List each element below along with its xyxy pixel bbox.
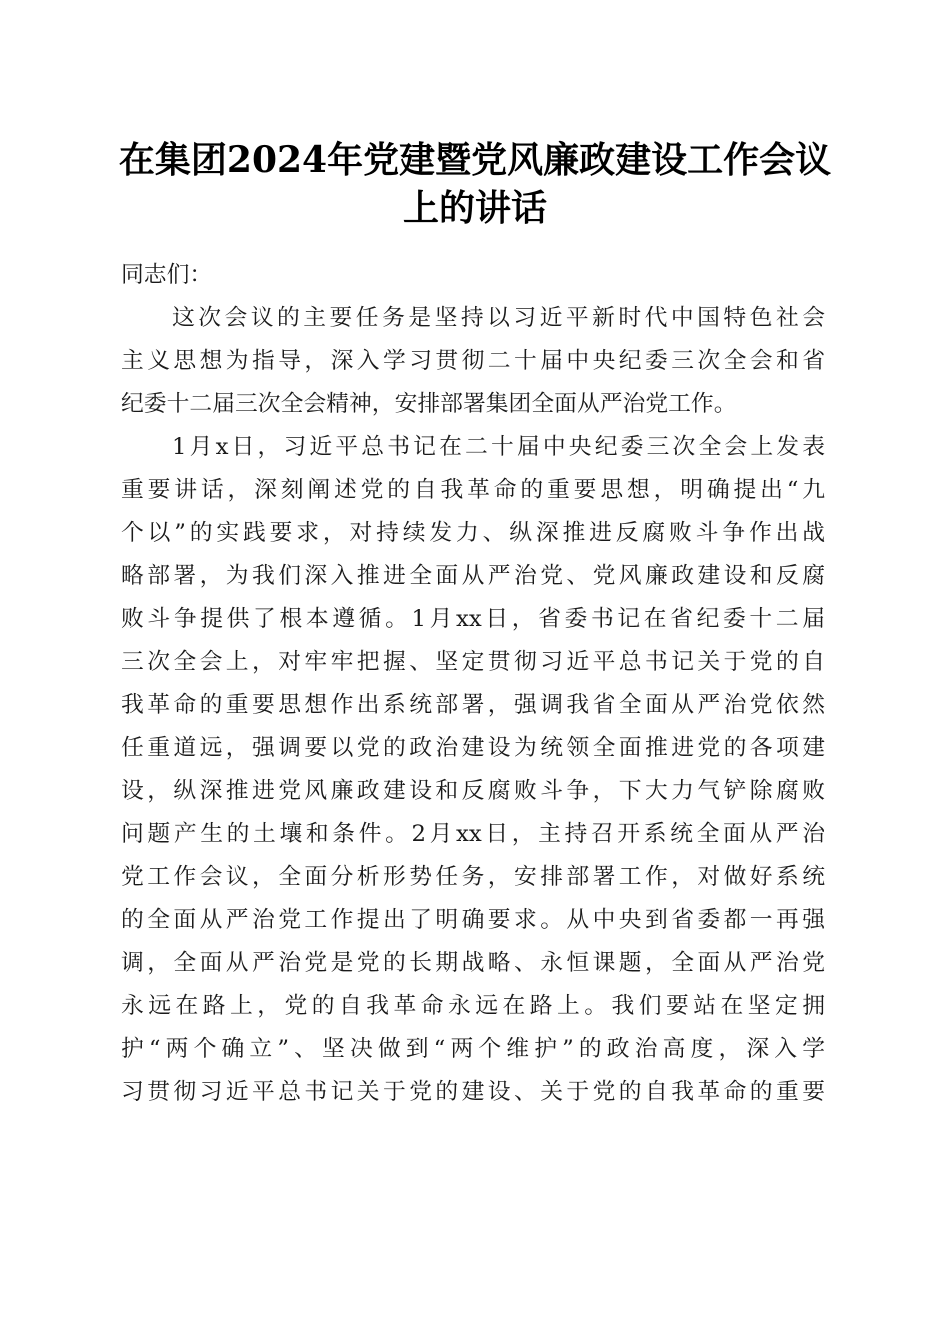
paragraph-line: 调，全面从严治党是党的长期战略、永恒课题，全面从严治党 xyxy=(121,950,825,976)
paragraph-line: 重要讲话，深刻阐述党的自我革命的重要思想，明确提出“九 xyxy=(121,477,825,503)
paragraph-line: 败斗争提供了根本遵循。1月xx日，省委书记在省纪委十二届 xyxy=(121,606,825,632)
paragraph-line: 问题产生的土壤和条件。2月xx日，主持召开系统全面从严治 xyxy=(121,821,825,847)
document-title xyxy=(110,136,840,232)
paragraph-line: 护“两个确立”、坚决做到“两个维护”的政治高度，深入学 xyxy=(121,1036,825,1062)
paragraph-line: 我革命的重要思想作出系统部署，强调我省全面从严治党依然 xyxy=(121,692,825,718)
salutation: 同志们： xyxy=(121,262,213,288)
paragraph-line: 纪委十二届三次全会精神，安排部署集团全面从严治党工作。 xyxy=(121,391,737,417)
paragraph-line: 三次全会上，对牢牢把握、坚定贯彻习近平总书记关于党的自 xyxy=(121,649,825,675)
title-line-1: 在集团2024年党建暨党风廉政建设工作会议 xyxy=(118,139,832,181)
paragraph-line: 这次会议的主要任务是坚持以习近平新时代中国特色社会 xyxy=(172,305,825,331)
paragraph-line: 任重道远，强调要以党的政治建设为统领全面推进党的各项建 xyxy=(121,735,825,761)
paragraph-1 xyxy=(121,297,825,426)
paragraph-line: 永远在路上，党的自我革命永远在路上。我们要站在坚定拥 xyxy=(121,993,825,1019)
paragraph-line: 党工作会议，全面分析形势任务，安排部署工作，对做好系统 xyxy=(121,864,825,890)
title-line-2: 上的讲话 xyxy=(402,187,547,229)
paragraph-line: 主义思想为指导，深入学习贯彻二十届中央纪委三次全会和省 xyxy=(121,348,825,374)
paragraph-line: 略部署，为我们深入推进全面从严治党、党风廉政建设和反腐 xyxy=(121,563,825,589)
paragraph-line: 设，纵深推进党风廉政建设和反腐败斗争，下大力气铲除腐败 xyxy=(121,778,825,804)
paragraph-line: 1月x日，习近平总书记在二十届中央纪委三次全会上发表 xyxy=(172,434,825,460)
paragraph-line: 个以”的实践要求，对持续发力、纵深推进反腐败斗争作出战 xyxy=(121,520,825,546)
paragraph-2 xyxy=(121,426,825,1114)
document-body xyxy=(121,254,825,1114)
paragraph-line: 习贯彻习近平总书记关于党的建设、关于党的自我革命的重要 xyxy=(121,1079,825,1105)
paragraph-line: 的全面从严治党工作提出了明确要求。从中央到省委都一再强 xyxy=(121,907,825,933)
